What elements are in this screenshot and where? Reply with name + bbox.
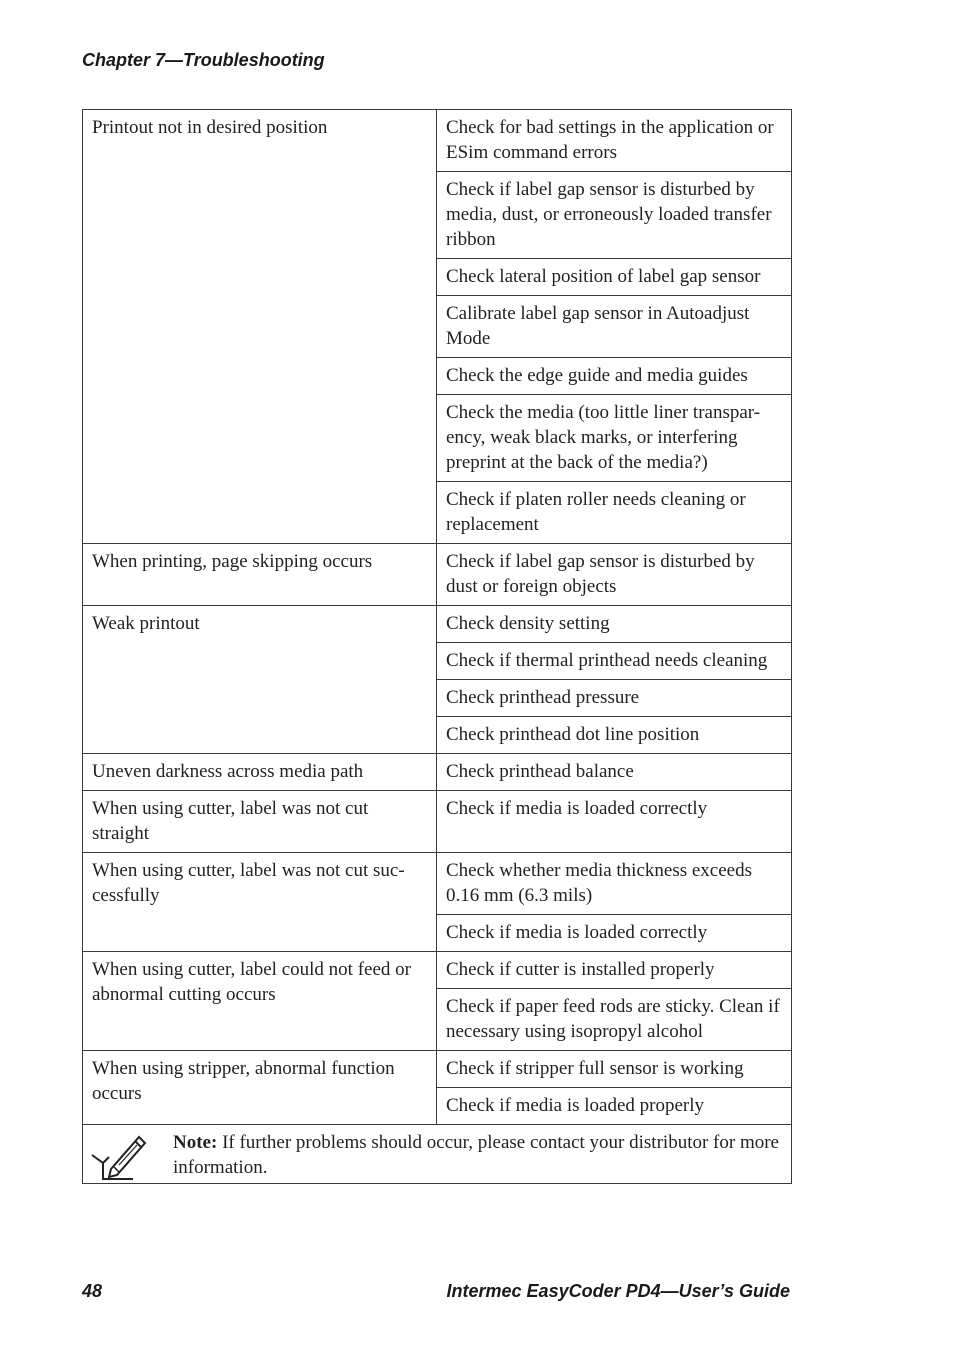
note-row (83, 1125, 792, 1184)
problem-cell: When using cutter, label was not cut suc-cessfully (83, 853, 437, 952)
action-cell: Check for bad settings in the application or ESim command errors (437, 110, 792, 172)
action-cell: Check if platen roller needs cleaning or replacement (437, 482, 792, 544)
action-cell: Check if stripper full sensor is working (437, 1051, 792, 1088)
action-cell: Check density setting (437, 606, 792, 643)
action-cell: Check if thermal printhead needs cleaning (437, 643, 792, 680)
note-label: Note: (173, 1132, 218, 1153)
problem-cell: Uneven darkness across media path (83, 754, 437, 791)
action-cell: Check if label gap sensor is disturbed by media, dust, or erroneously loaded transfer ribbon (437, 172, 792, 259)
table-row (83, 952, 792, 989)
problem-cell: When using cutter, label could not feed or abnormal cutting occurs (83, 952, 437, 1051)
action-cell: Check if media is loaded correctly (437, 915, 792, 952)
table-row (83, 791, 792, 853)
action-cell: Check if paper feed rods are sticky. Clean if necessary using isopropyl alcohol (437, 989, 792, 1051)
guide-title: Intermec EasyCoder PD4—User’s Guide (446, 1281, 790, 1301)
action-cell: Calibrate label gap sensor in Autoadjust Mode (437, 296, 792, 358)
action-cell: Check if cutter is installed properly (437, 952, 792, 989)
action-cell: Check whether media thickness exceeds 0.16 mm (6.3 mils) (437, 853, 792, 915)
table-row (83, 606, 792, 643)
action-cell: Check the media (too little liner transpar-ency, weak black marks, or interfering preprint at the back of the media?) (437, 395, 792, 482)
table-row (83, 1051, 792, 1088)
action-cell: Check printhead balance (437, 754, 792, 791)
action-cell: Check if media is loaded correctly (437, 791, 792, 853)
table-row (83, 110, 792, 172)
troubleshooting-table (82, 109, 792, 1184)
action-cell: Check the edge guide and media guides (437, 358, 792, 395)
table-row (83, 544, 792, 606)
action-cell: Check printhead dot line position (437, 717, 792, 754)
problem-cell: Printout not in desired position (83, 110, 437, 544)
table-row (83, 754, 792, 791)
pencil-note-icon (89, 1129, 147, 1181)
table-row (83, 853, 792, 915)
action-cell: Check if media is loaded properly (437, 1088, 792, 1125)
problem-cell: When printing, page skipping occurs (83, 544, 437, 606)
table-body (83, 110, 792, 1184)
page-number: 48 (82, 1281, 103, 1301)
problem-cell: When using cutter, label was not cut straight (83, 791, 437, 853)
chapter-header: Chapter 7—Troubleshooting (82, 50, 325, 70)
note-cell (83, 1125, 792, 1184)
problem-cell: When using stripper, abnormal function occurs (83, 1051, 437, 1125)
action-cell: Check if label gap sensor is disturbed by dust or foreign objects (437, 544, 792, 606)
action-cell: Check printhead pressure (437, 680, 792, 717)
action-cell: Check lateral position of label gap sensor (437, 259, 792, 296)
problem-cell: Weak printout (83, 606, 437, 754)
note-text: If further problems should occur, please contact your distributor for more information. (173, 1132, 779, 1178)
